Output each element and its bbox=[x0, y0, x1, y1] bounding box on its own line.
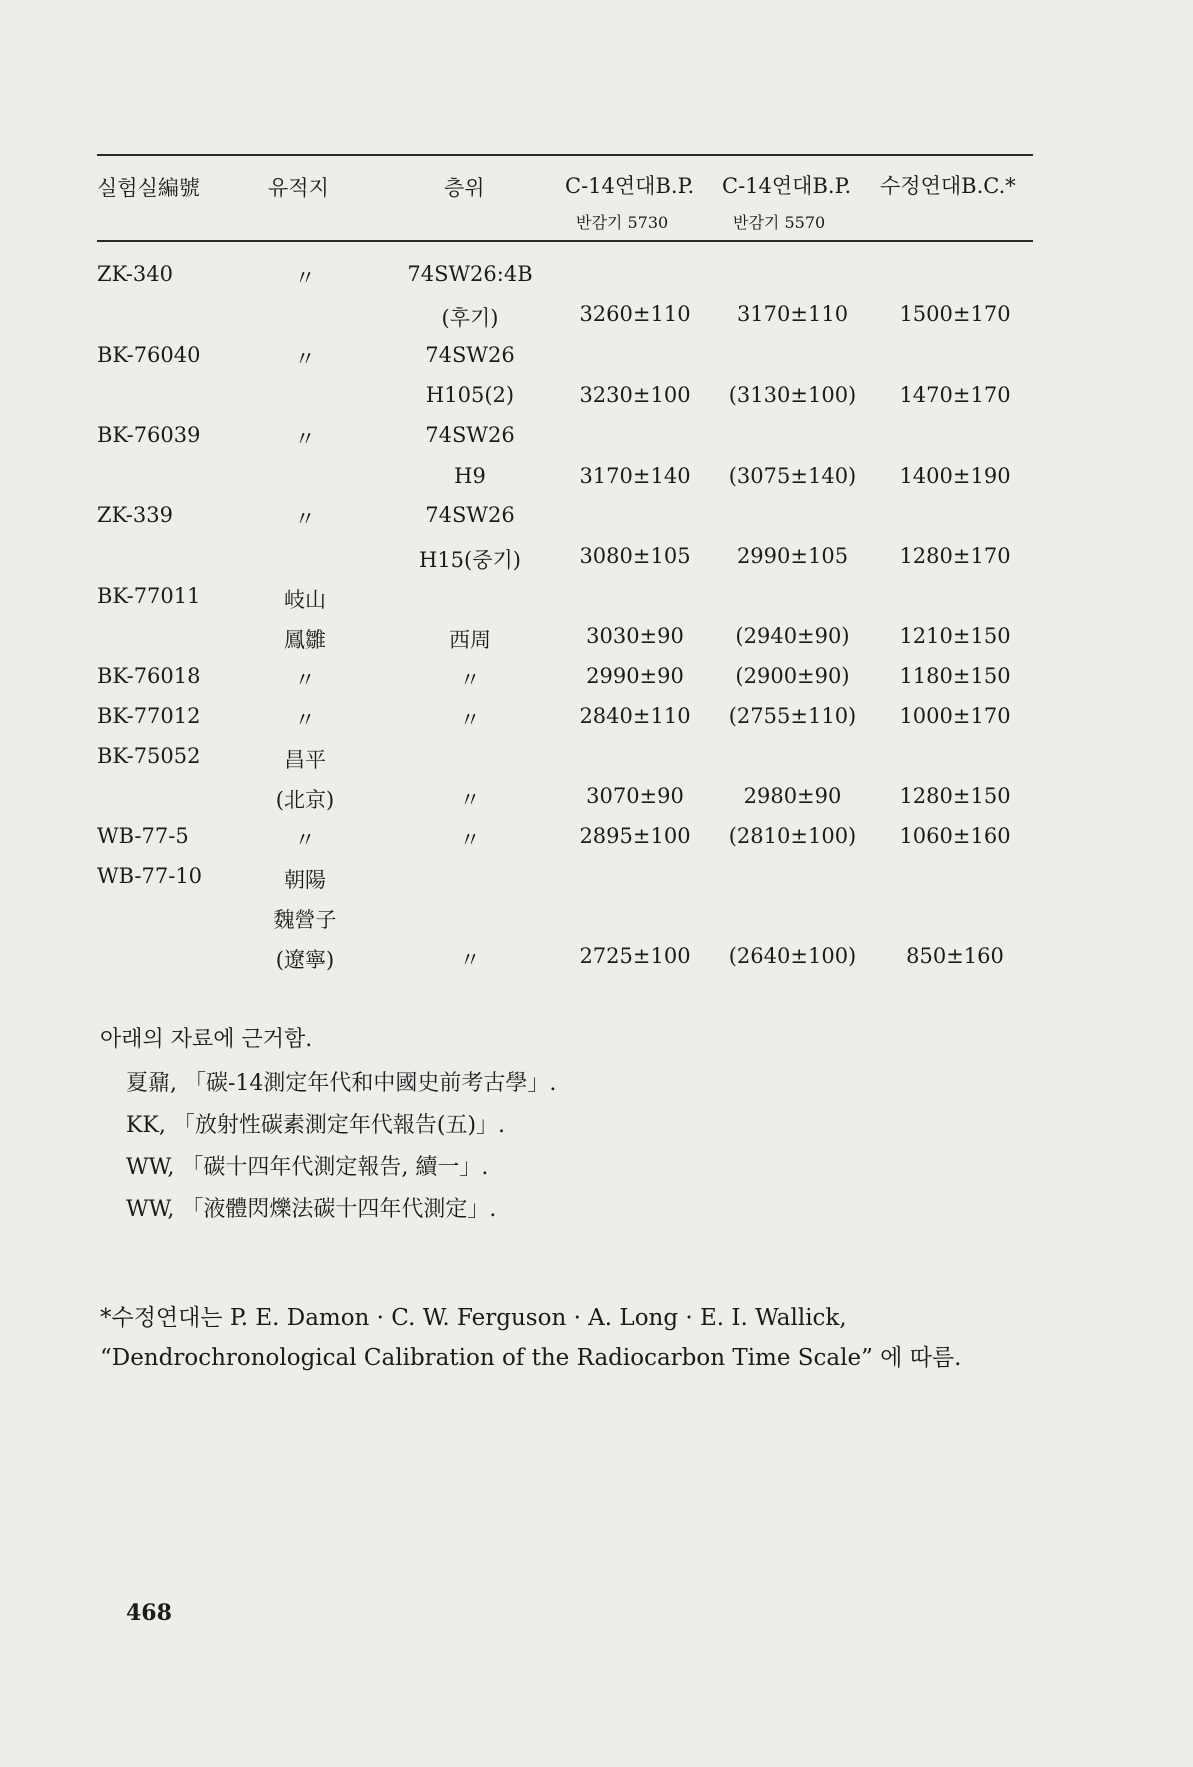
cell-site: 昌平 bbox=[284, 748, 326, 772]
cell-corrected-bc: 1060±160 bbox=[899, 824, 1011, 848]
cell-c14-5730: 3030±90 bbox=[586, 624, 684, 648]
table-top-rule bbox=[97, 154, 1033, 156]
cell-stratum: H9 bbox=[454, 464, 486, 488]
cell-stratum: 74SW26 bbox=[425, 343, 515, 367]
cell-site: 魏營子 bbox=[273, 908, 337, 932]
cell-c14-5570: (3075±140) bbox=[728, 464, 857, 488]
cell-c14-5730: 3260±110 bbox=[579, 302, 691, 326]
source-item: KK, 「放射性碳素測定年代報告(五)」. bbox=[126, 1113, 506, 1138]
cell-site: 〃 bbox=[294, 668, 316, 692]
cell-c14-5730: 3170±140 bbox=[579, 464, 691, 488]
cell-c14-5730: 3070±90 bbox=[586, 784, 684, 808]
cell-site: 〃 bbox=[294, 347, 316, 371]
cell-c14-5570: (2940±90) bbox=[735, 624, 850, 648]
cell-stratum: (후기) bbox=[441, 306, 499, 330]
header-c14-b: C-14연대B.P. bbox=[722, 174, 852, 198]
cell-corrected-bc: 1000±170 bbox=[899, 704, 1011, 728]
cell-lab-no: ZK-340 bbox=[97, 262, 173, 286]
cell-c14-5570: (2640±100) bbox=[728, 944, 857, 968]
table-header-rule bbox=[97, 240, 1033, 242]
cell-stratum: H105(2) bbox=[425, 383, 515, 407]
header-c14-b-halflife: 반감기 5570 bbox=[733, 213, 826, 232]
cell-site: 〃 bbox=[294, 828, 316, 852]
cell-site: 岐山 bbox=[284, 588, 326, 612]
cell-corrected-bc: 1210±150 bbox=[899, 624, 1011, 648]
cell-corrected-bc: 1180±150 bbox=[899, 664, 1011, 688]
header-lab-no: 실험실編號 bbox=[97, 176, 200, 200]
cell-stratum: 〃 bbox=[459, 788, 481, 812]
cell-stratum: 西周 bbox=[449, 628, 491, 652]
cell-stratum: 74SW26:4B bbox=[407, 262, 533, 286]
cell-stratum: 〃 bbox=[459, 708, 481, 732]
cell-c14-5730: 2895±100 bbox=[579, 824, 691, 848]
cell-stratum: 〃 bbox=[459, 948, 481, 972]
cell-stratum: 74SW26 bbox=[425, 423, 515, 447]
cell-stratum: H15(중기) bbox=[419, 548, 521, 572]
source-item: 夏鼐, 「碳-14測定年代和中國史前考古學」. bbox=[126, 1071, 557, 1096]
header-c14-a: C-14연대B.P. bbox=[565, 174, 695, 198]
cell-stratum: 〃 bbox=[459, 668, 481, 692]
cell-c14-5570: 3170±110 bbox=[736, 302, 849, 326]
cell-lab-no: WB-77-10 bbox=[97, 864, 203, 888]
cell-c14-5570: (2810±100) bbox=[728, 824, 857, 848]
cell-corrected-bc: 1470±170 bbox=[899, 383, 1011, 407]
cell-c14-5570: (2755±110) bbox=[728, 704, 857, 728]
cell-c14-5730: 3230±100 bbox=[579, 383, 691, 407]
cell-lab-no: BK-77012 bbox=[97, 704, 201, 728]
cell-lab-no: BK-76040 bbox=[97, 343, 201, 367]
cell-site: (遼寧) bbox=[275, 948, 335, 972]
cell-site: 鳳雛 bbox=[284, 628, 326, 652]
source-item: WW, 「碳十四年代測定報告, 續一」. bbox=[126, 1155, 489, 1180]
cell-stratum: 〃 bbox=[459, 828, 481, 852]
cell-lab-no: BK-77011 bbox=[97, 584, 201, 608]
cell-c14-5570: (3130±100) bbox=[728, 383, 857, 407]
cell-site: 〃 bbox=[294, 507, 316, 531]
header-site: 유적지 bbox=[268, 176, 329, 200]
cell-lab-no: BK-76018 bbox=[97, 664, 201, 688]
cell-c14-5730: 2990±90 bbox=[586, 664, 684, 688]
cell-site: (北京) bbox=[275, 788, 335, 812]
cell-c14-5570: (2900±90) bbox=[735, 664, 850, 688]
source-item: WW, 「液體閃爍法碳十四年代測定」. bbox=[126, 1197, 497, 1222]
cell-lab-no: WB-77-5 bbox=[97, 824, 189, 848]
cell-corrected-bc: 1500±170 bbox=[899, 302, 1011, 326]
header-c14-a-halflife: 반감기 5730 bbox=[576, 213, 669, 232]
cell-site: 〃 bbox=[294, 266, 316, 290]
cell-corrected-bc: 850±160 bbox=[906, 944, 1004, 968]
header-stratum: 층위 bbox=[444, 176, 485, 200]
page-number: 468 bbox=[126, 1600, 172, 1626]
cell-c14-5730: 2725±100 bbox=[579, 944, 691, 968]
sources-intro: 아래의 자료에 근거함. bbox=[100, 1027, 313, 1052]
cell-site: 朝陽 bbox=[284, 868, 326, 892]
cell-corrected-bc: 1400±190 bbox=[899, 464, 1011, 488]
cell-lab-no: BK-76039 bbox=[97, 423, 201, 447]
cell-corrected-bc: 1280±170 bbox=[899, 544, 1011, 568]
cell-lab-no: ZK-339 bbox=[97, 503, 173, 527]
cell-c14-5730: 3080±105 bbox=[579, 544, 691, 568]
cell-c14-5730: 2840±110 bbox=[579, 704, 691, 728]
cell-c14-5570: 2980±90 bbox=[743, 784, 842, 808]
cell-site: 〃 bbox=[294, 427, 316, 451]
cell-site: 〃 bbox=[294, 708, 316, 732]
cell-lab-no: BK-75052 bbox=[97, 744, 201, 768]
cell-stratum: 74SW26 bbox=[425, 503, 515, 527]
footnote: *수정연대는 P. E. Damon · C. W. Ferguson · A. Long · E. I. Wallick, “Dendrochronological Calibration of the Radiocarbon Time Scale” 에 따름. bbox=[100, 1305, 962, 1371]
header-corrected: 수정연대B.C.* bbox=[880, 174, 1016, 198]
cell-corrected-bc: 1280±150 bbox=[899, 784, 1011, 808]
cell-c14-5570: 2990±105 bbox=[736, 544, 849, 568]
